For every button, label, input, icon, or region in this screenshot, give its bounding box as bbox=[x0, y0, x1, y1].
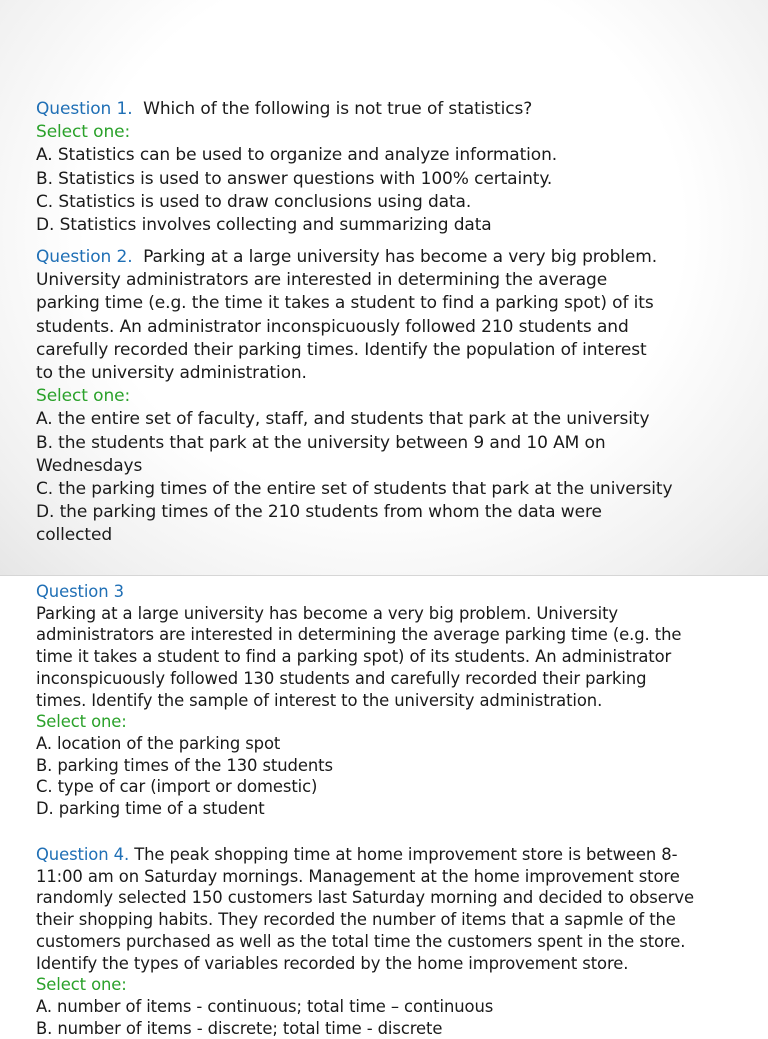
question-2-heading bbox=[36, 246, 676, 269]
question-3-text-line: times. Identify the sample of interest to the university administration. bbox=[36, 690, 603, 710]
question-2-text-line: students. An administrator inconspicuously followed 210 students and bbox=[36, 316, 629, 337]
question-4-option-a[interactable]: A. number of items - continuous; total time – continuous bbox=[36, 996, 494, 1016]
question-2-text-line: to the university administration. bbox=[36, 363, 307, 384]
question-3-option-d[interactable]: D. parking time of a student bbox=[36, 799, 265, 819]
question-4-text-line: Identify the types of variables recorded by the home improvement store. bbox=[36, 953, 629, 973]
slide-page-2 bbox=[0, 576, 768, 1038]
question-1-option-d[interactable]: D. Statistics involves collecting and summarizing data bbox=[36, 215, 492, 236]
question-4-option-b[interactable]: B. number of items - discrete; total time - discrete bbox=[36, 1018, 443, 1038]
question-2-option-d[interactable]: D. the parking times of the 210 students from whom the data were bbox=[36, 502, 602, 523]
question-3-option-b[interactable]: B. parking times of the 130 students bbox=[36, 755, 333, 775]
question-2-label: Question 2. bbox=[36, 247, 133, 267]
question-2 bbox=[36, 246, 676, 548]
question-2-text-line: Parking at a large university has become a very big problem. bbox=[143, 247, 658, 267]
question-4-text-line: randomly selected 150 customers last Saturday morning and decided to observe bbox=[36, 888, 694, 908]
question-3-select-prompt: Select one: bbox=[36, 712, 127, 732]
question-4-text-line: their shopping habits. They recorded the number of items that a sapmle of the bbox=[36, 910, 676, 930]
question-1-label: Question 1. bbox=[36, 99, 133, 119]
question-2-select-prompt: Select one: bbox=[36, 386, 131, 407]
question-2-option-b-cont[interactable]: Wednesdays bbox=[36, 455, 143, 476]
question-1-option-b[interactable]: B. Statistics is used to answer questions with 100% certainty. bbox=[36, 168, 553, 189]
question-3-text-line: time it takes a student to find a parking spot) of its students. An administrator bbox=[36, 647, 672, 667]
question-1-heading bbox=[36, 98, 676, 121]
question-2-option-d-cont[interactable]: collected bbox=[36, 525, 113, 546]
question-1-option-a[interactable]: A. Statistics can be used to organize and analyze information. bbox=[36, 145, 558, 166]
question-1-select-prompt: Select one: bbox=[36, 122, 131, 143]
question-3-option-c[interactable]: C. type of car (import or domestic) bbox=[36, 777, 318, 797]
question-1 bbox=[36, 98, 676, 237]
question-2-text-line: carefully recorded their parking times. Identify the population of interest bbox=[36, 339, 647, 360]
question-2-text-line: parking time (e.g. the time it takes a student to find a parking spot) of its bbox=[36, 293, 654, 314]
question-1-text: Which of the following is not true of statistics? bbox=[143, 99, 533, 119]
question-4-text-line: The peak shopping time at home improvement store is between 8- bbox=[134, 845, 678, 864]
question-3-option-a[interactable]: A. location of the parking spot bbox=[36, 733, 281, 753]
question-3 bbox=[36, 581, 682, 820]
question-2-text-line: University administrators are interested in determining the average bbox=[36, 270, 608, 291]
question-4-text-line: 11:00 am on Saturday mornings. Management at the home improvement store bbox=[36, 866, 680, 886]
question-3-text-line: inconspicuously followed 130 students and carefully recorded their parking bbox=[36, 668, 647, 688]
question-4-select-prompt: Select one: bbox=[36, 975, 127, 995]
question-1-option-c[interactable]: C. Statistics is used to draw conclusions using data. bbox=[36, 191, 472, 212]
question-3-text-line: Parking at a large university has become a very big problem. University bbox=[36, 603, 618, 623]
question-3-text-line: administrators are interested in determining the average parking time (e.g. the bbox=[36, 625, 682, 645]
question-4-text-line: customers purchased as well as the total time the customers spent in the store. bbox=[36, 931, 686, 951]
question-2-option-b[interactable]: B. the students that park at the university between 9 and 10 AM on bbox=[36, 432, 606, 453]
question-2-option-c[interactable]: C. the parking times of the entire set of students that park at the university bbox=[36, 479, 673, 500]
question-2-option-a[interactable]: A. the entire set of faculty, staff, and students that park at the university bbox=[36, 409, 650, 430]
question-4-label: Question 4. bbox=[36, 845, 130, 864]
question-3-label: Question 3 bbox=[36, 582, 124, 601]
question-4-heading bbox=[36, 844, 676, 866]
question-4 bbox=[36, 844, 694, 1039]
